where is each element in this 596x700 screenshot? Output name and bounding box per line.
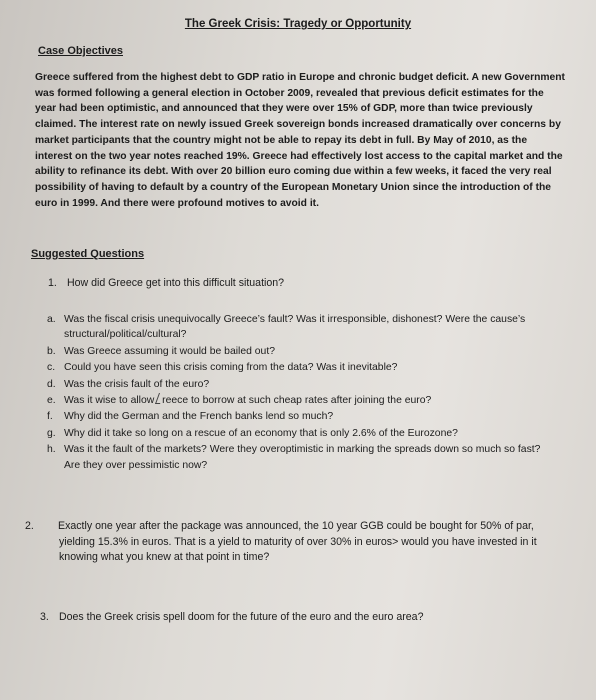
case-objectives-paragraph: Greece suffered from the highest debt to GDP ratio in Europe and chronic budget deficit. A new Government was formed following a general election in October 2009, revealed that previous deficit estimates for the year had been optimistic, and announced that they were over 15% of GDP, more than twice previously claimed. The interest rate on newly issued Greek sovereign bonds increased dramatically over concerns by market participants that the country might not be able to repay its debt in full. By May of 2010, as the interest on the two year notes reached 19%. Greece had effectively lost access to the capital market and the ability to refinance its debt. With over 20 billion euro coming due within a few weeks, it faced the very real possibility of having to default by a country of the European Monetary Union since the introduction of the euro in 1999. And there were profound motives to avoid it. xyxy=(35,72,565,209)
sub-question-c: c. Could you have seen this crisis coming from the data? Was it inevitable? xyxy=(47,362,398,374)
sub-question-list xyxy=(47,312,547,474)
question-3-text: Does the Greek crisis spell doom for the future of the euro and the euro area? xyxy=(58,611,424,623)
sub-question-a: a. Was the fiscal crisis unequivocally Greece’s fault? Was it irresponsible, dishonest? Were the cause’s structural/political/cultural? xyxy=(47,314,526,341)
suggested-questions-heading: Suggested Questions xyxy=(31,248,145,260)
question-2-number: 2. xyxy=(25,520,34,532)
sub-question-f: f. Why did the German and the French banks lend so much? xyxy=(47,411,334,423)
question-1-text: How did Greece get into this difficult situation? xyxy=(66,277,285,289)
sub-question-e: e. Was it wise to allow reece to borrow at such cheap rates after joining the euro? xyxy=(47,395,432,407)
sub-question-b: b. Was Greece assuming it would be bailed out? xyxy=(47,345,276,357)
question-2-text: Exactly one year after the package was announced, the 10 year GGB could be bought for 50% of par, yielding 15.3% in euros. That is a yield to maturity of over 30% in euros> would you have invested in it knowing what you knew at that point in time? xyxy=(58,520,537,563)
sub-question-d: d. Was the crisis fault of the euro? xyxy=(47,378,210,390)
question-3-number: 3. xyxy=(40,611,49,623)
question-3 xyxy=(40,610,550,626)
sub-question-h: h. Was it the fault of the markets? Were they overoptimistic in marking the spreads down so much so fast? Are they over pessimistic now? xyxy=(47,444,541,471)
document-title: The Greek Crisis: Tragedy or Opportunity xyxy=(184,18,412,30)
case-objectives-heading: Case Objectives xyxy=(38,45,123,57)
question-1 xyxy=(48,276,548,292)
question-1-number: 1. xyxy=(48,277,57,289)
sub-question-g: g. Why did it take so long on a rescue of an economy that is only 2.6% of the Eurozone? xyxy=(47,427,458,439)
question-2 xyxy=(25,519,564,566)
